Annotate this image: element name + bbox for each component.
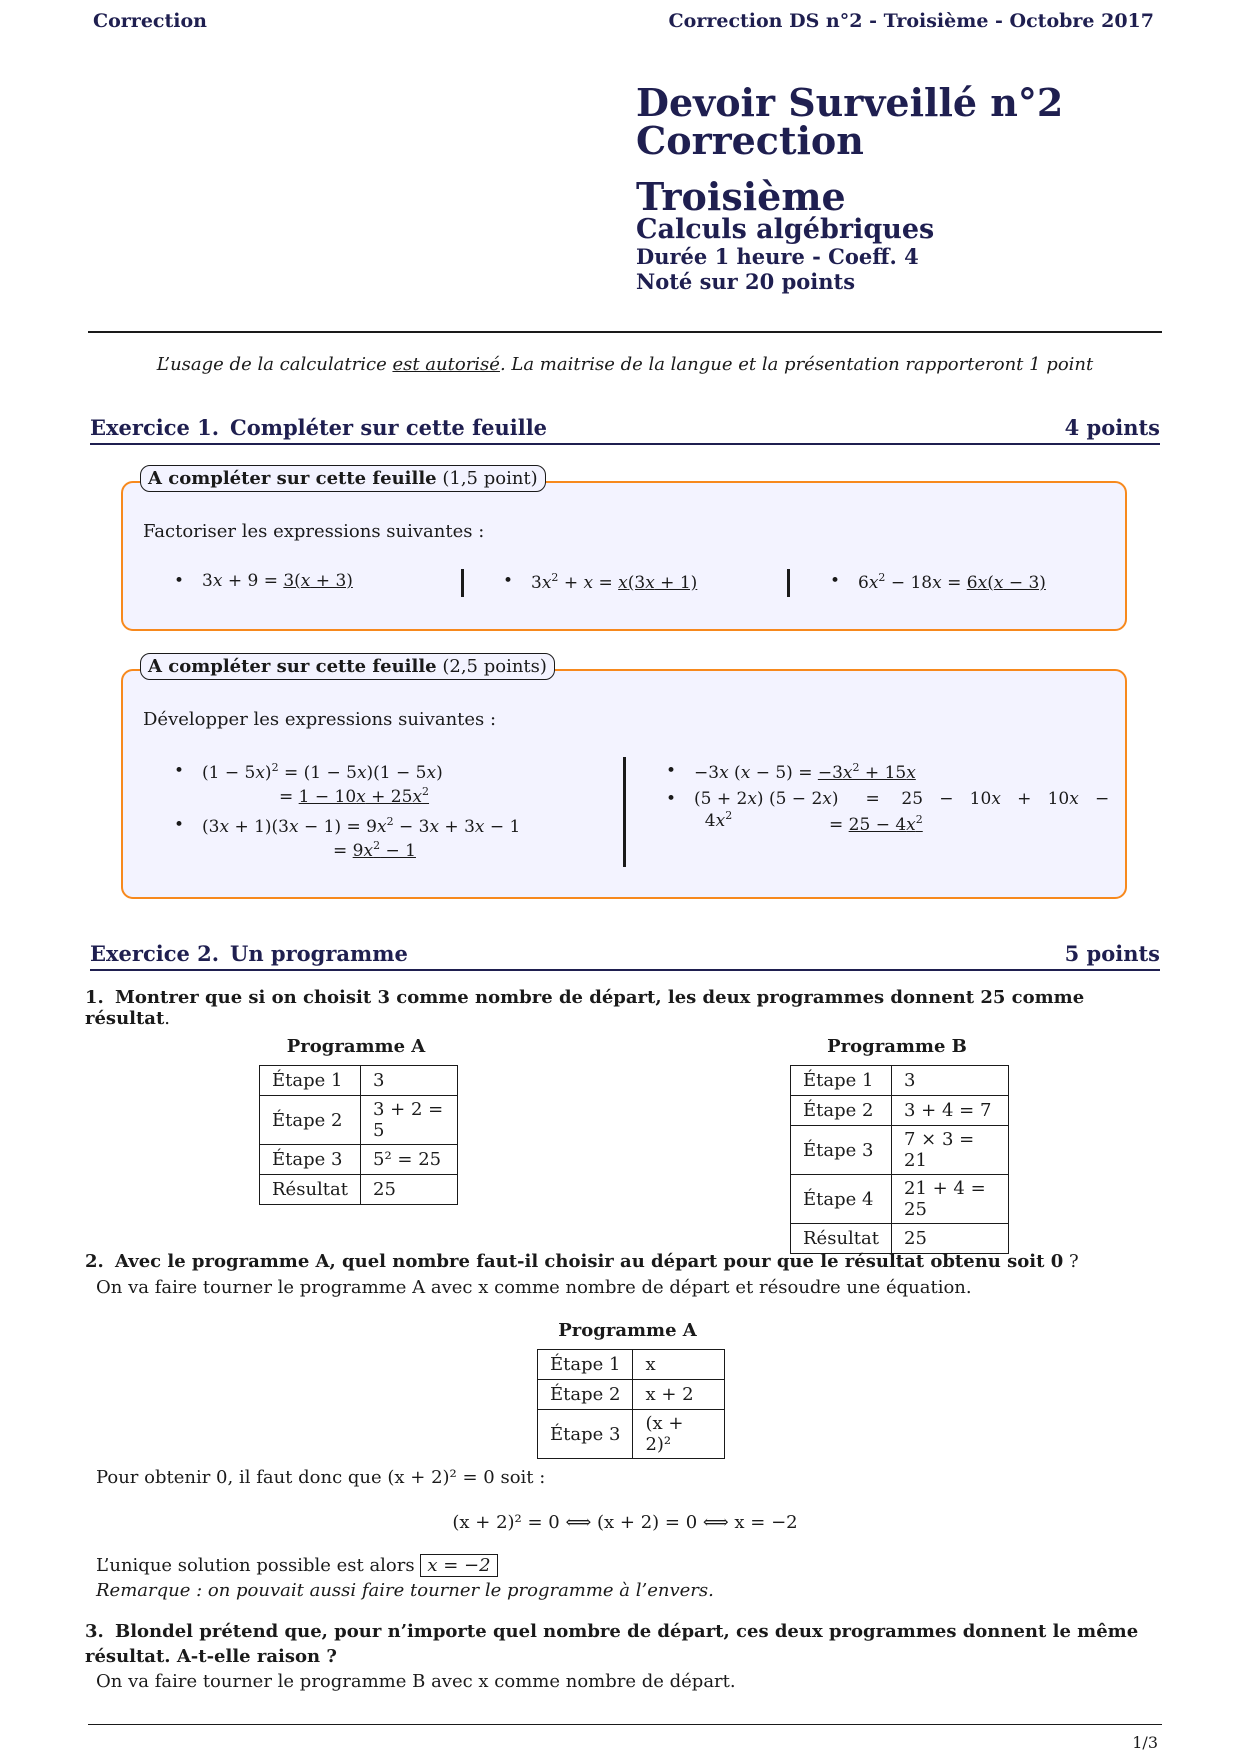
equation: (x + 2)² = 0 ⟺ (x + 2) = 0 ⟺ x = −2 — [452, 1512, 798, 1533]
table-cell: x + 2 — [633, 1380, 725, 1410]
table-cell: Résultat — [791, 1224, 892, 1254]
factorise-tag — [140, 465, 546, 492]
table-row — [260, 1175, 458, 1205]
program-a2-caption: Programme A — [558, 1320, 697, 1341]
table-row — [791, 1066, 1009, 1096]
table-cell: 3 — [361, 1066, 458, 1096]
solution-line — [96, 1555, 498, 1576]
develop-item-4: • (5 + 2x) (5 − 2x) = $25 - 10x + 10x - 4x^2$ — [694, 789, 1125, 831]
table-cell: Résultat — [260, 1175, 361, 1205]
question-3-answer: On va faire tourner le programme B avec x comme nombre de départ. — [96, 1671, 736, 1692]
question-2-text: Avec le programme A, quel nombre faut-il choisir au départ pour que le résultat obtenu soit 0 — [115, 1251, 1064, 1272]
table-row — [538, 1410, 725, 1459]
table-row — [538, 1380, 725, 1410]
intro-underlined: est autorisé — [392, 354, 500, 375]
question-3-number: 3. — [85, 1621, 104, 1642]
table-cell: 5² = 25 — [361, 1145, 458, 1175]
header-left: Correction — [93, 10, 207, 32]
table-row — [791, 1096, 1009, 1126]
title-subject: Calculs algébriques — [636, 214, 935, 245]
table-cell: Étape 1 — [791, 1066, 892, 1096]
title-block — [636, 80, 1064, 294]
exercise2-heading — [90, 941, 1160, 971]
question-1-dot: . — [164, 1008, 171, 1029]
table-row — [538, 1350, 725, 1380]
title-line2: Correction — [636, 118, 864, 163]
factorise-tag-points: (1,5 point) — [436, 468, 538, 489]
intro-text — [90, 354, 1160, 375]
table-row — [791, 1224, 1009, 1254]
title-grading: Noté sur 20 points — [636, 269, 856, 294]
exercise1-number: Exercice 1. — [90, 415, 220, 440]
title-divider — [88, 331, 1162, 333]
develop-tag-bold: A compléter sur cette feuille — [148, 656, 437, 677]
develop-item-4-result: = $25 - 4x^2$ — [829, 813, 923, 835]
develop-box — [121, 669, 1127, 899]
factorise-item-1: • 3x + 9 = 3(x + 3) — [202, 571, 353, 591]
factorise-item-3: • $6x^2 - 18x = 6x(x - 3)$ — [858, 571, 1046, 593]
table-cell: Étape 3 — [791, 1126, 892, 1175]
table-cell: Étape 3 — [260, 1145, 361, 1175]
exercise1-heading — [90, 415, 1160, 445]
header-right: Correction DS n°2 - Troisième - Octobre 2017 — [668, 10, 1154, 32]
solution-text: L’unique solution possible est alors — [96, 1555, 415, 1576]
table-cell: Étape 4 — [791, 1175, 892, 1224]
exercise2-points: 5 points — [1064, 941, 1160, 966]
question-1-text: Montrer que si on choisit 3 comme nombre de départ, les deux programmes donnent 25 comme résultat — [85, 987, 1085, 1029]
table-cell: 25 — [892, 1224, 1009, 1254]
develop-tag-points: (2,5 points) — [436, 656, 547, 677]
solution-value: x = −2 — [420, 1554, 497, 1577]
develop-item-2: • $(3x + 1)(3x - 1) = 9x^2 - 3x + 3x - 1$ — [202, 815, 520, 837]
table-row — [260, 1096, 458, 1145]
question-1 — [85, 987, 1165, 1029]
table-cell: (x + 2)² — [633, 1410, 725, 1459]
column-divider — [787, 569, 790, 597]
exercise1-points: 4 points — [1064, 415, 1160, 440]
develop-instruction: Développer les expressions suivantes : — [143, 709, 497, 730]
title-line1: Devoir Surveillé n°2 — [636, 80, 1064, 125]
program-b-caption: Programme B — [827, 1036, 967, 1057]
question-2 — [85, 1251, 1165, 1272]
page-number: 1/3 — [1132, 1733, 1158, 1752]
question-3 — [85, 1619, 1165, 1669]
table-cell: Étape 1 — [260, 1066, 361, 1096]
intro-after: . La maitrise de la langue et la présentation rapporteront 1 point — [499, 354, 1094, 375]
table-cell: Étape 1 — [538, 1350, 633, 1380]
column-divider — [461, 569, 464, 597]
table-cell: 3 + 4 = 7 — [892, 1096, 1009, 1126]
table-row — [791, 1126, 1009, 1175]
table-row — [791, 1175, 1009, 1224]
develop-item-2-result: = $9x^2 - 1$ — [333, 839, 416, 861]
question-2-answer: On va faire tourner le programme A avec x comme nombre de départ et résoudre une équation. — [96, 1277, 972, 1298]
question-1-number: 1. — [85, 987, 104, 1008]
title-level: Troisième — [636, 174, 846, 219]
question-3-text: Blondel prétend que, pour n’importe quel nombre de départ, ces deux programmes donnent le même résultat. A-t-elle raison ? — [85, 1621, 1139, 1667]
table-cell: x — [633, 1350, 725, 1380]
table-cell: Étape 3 — [538, 1410, 633, 1459]
program-a2-table — [537, 1349, 725, 1459]
develop-item-1: • $(1 - 5x)^2 = (1 - 5x)(1 - 5x)$ — [202, 761, 443, 783]
title-duration: Durée 1 heure - Coeff. 4 — [636, 244, 919, 269]
column-divider — [623, 757, 626, 867]
factorise-tag-bold: A compléter sur cette feuille — [148, 468, 437, 489]
table-cell: Étape 2 — [260, 1096, 361, 1145]
exercise2-title: Un programme — [230, 941, 408, 966]
obtain-text: Pour obtenir 0, il faut donc que (x + 2)² = 0 soit : — [96, 1467, 546, 1488]
develop-tag — [140, 653, 555, 680]
table-cell: Étape 2 — [538, 1380, 633, 1410]
table-cell: Étape 2 — [791, 1096, 892, 1126]
table-cell: 7 × 3 = 21 — [892, 1126, 1009, 1175]
exercise2-number: Exercice 2. — [90, 941, 220, 966]
develop-item-3: • −3x $(x - 5) = -3x^2 + 15x$ — [694, 761, 916, 783]
factorise-instruction: Factoriser les expressions suivantes : — [143, 521, 485, 542]
table-row — [260, 1066, 458, 1096]
intro-before: L’usage de la calculatrice — [156, 354, 393, 375]
program-b-table — [790, 1065, 1009, 1254]
table-cell: 21 + 4 = 25 — [892, 1175, 1009, 1224]
factorise-item-2: • $3x^2 + x = x(3x + 1)$ — [531, 571, 697, 593]
table-cell: 25 — [361, 1175, 458, 1205]
table-row — [260, 1145, 458, 1175]
footer-divider — [88, 1724, 1162, 1725]
factorise-box — [121, 481, 1127, 631]
exercise1-title: Compléter sur cette feuille — [230, 415, 548, 440]
remark: Remarque : on pouvait aussi faire tourner le programme à l’envers. — [96, 1580, 714, 1601]
develop-item-1-result: = $1 - 10x + 25x^2$ — [279, 785, 430, 807]
program-a-table — [259, 1065, 458, 1205]
table-cell: 3 + 2 = 5 — [361, 1096, 458, 1145]
program-a-caption: Programme A — [286, 1036, 426, 1057]
question-2-qmark: ? — [1063, 1251, 1079, 1272]
question-2-number: 2. — [85, 1251, 104, 1272]
table-cell: 3 — [892, 1066, 1009, 1096]
